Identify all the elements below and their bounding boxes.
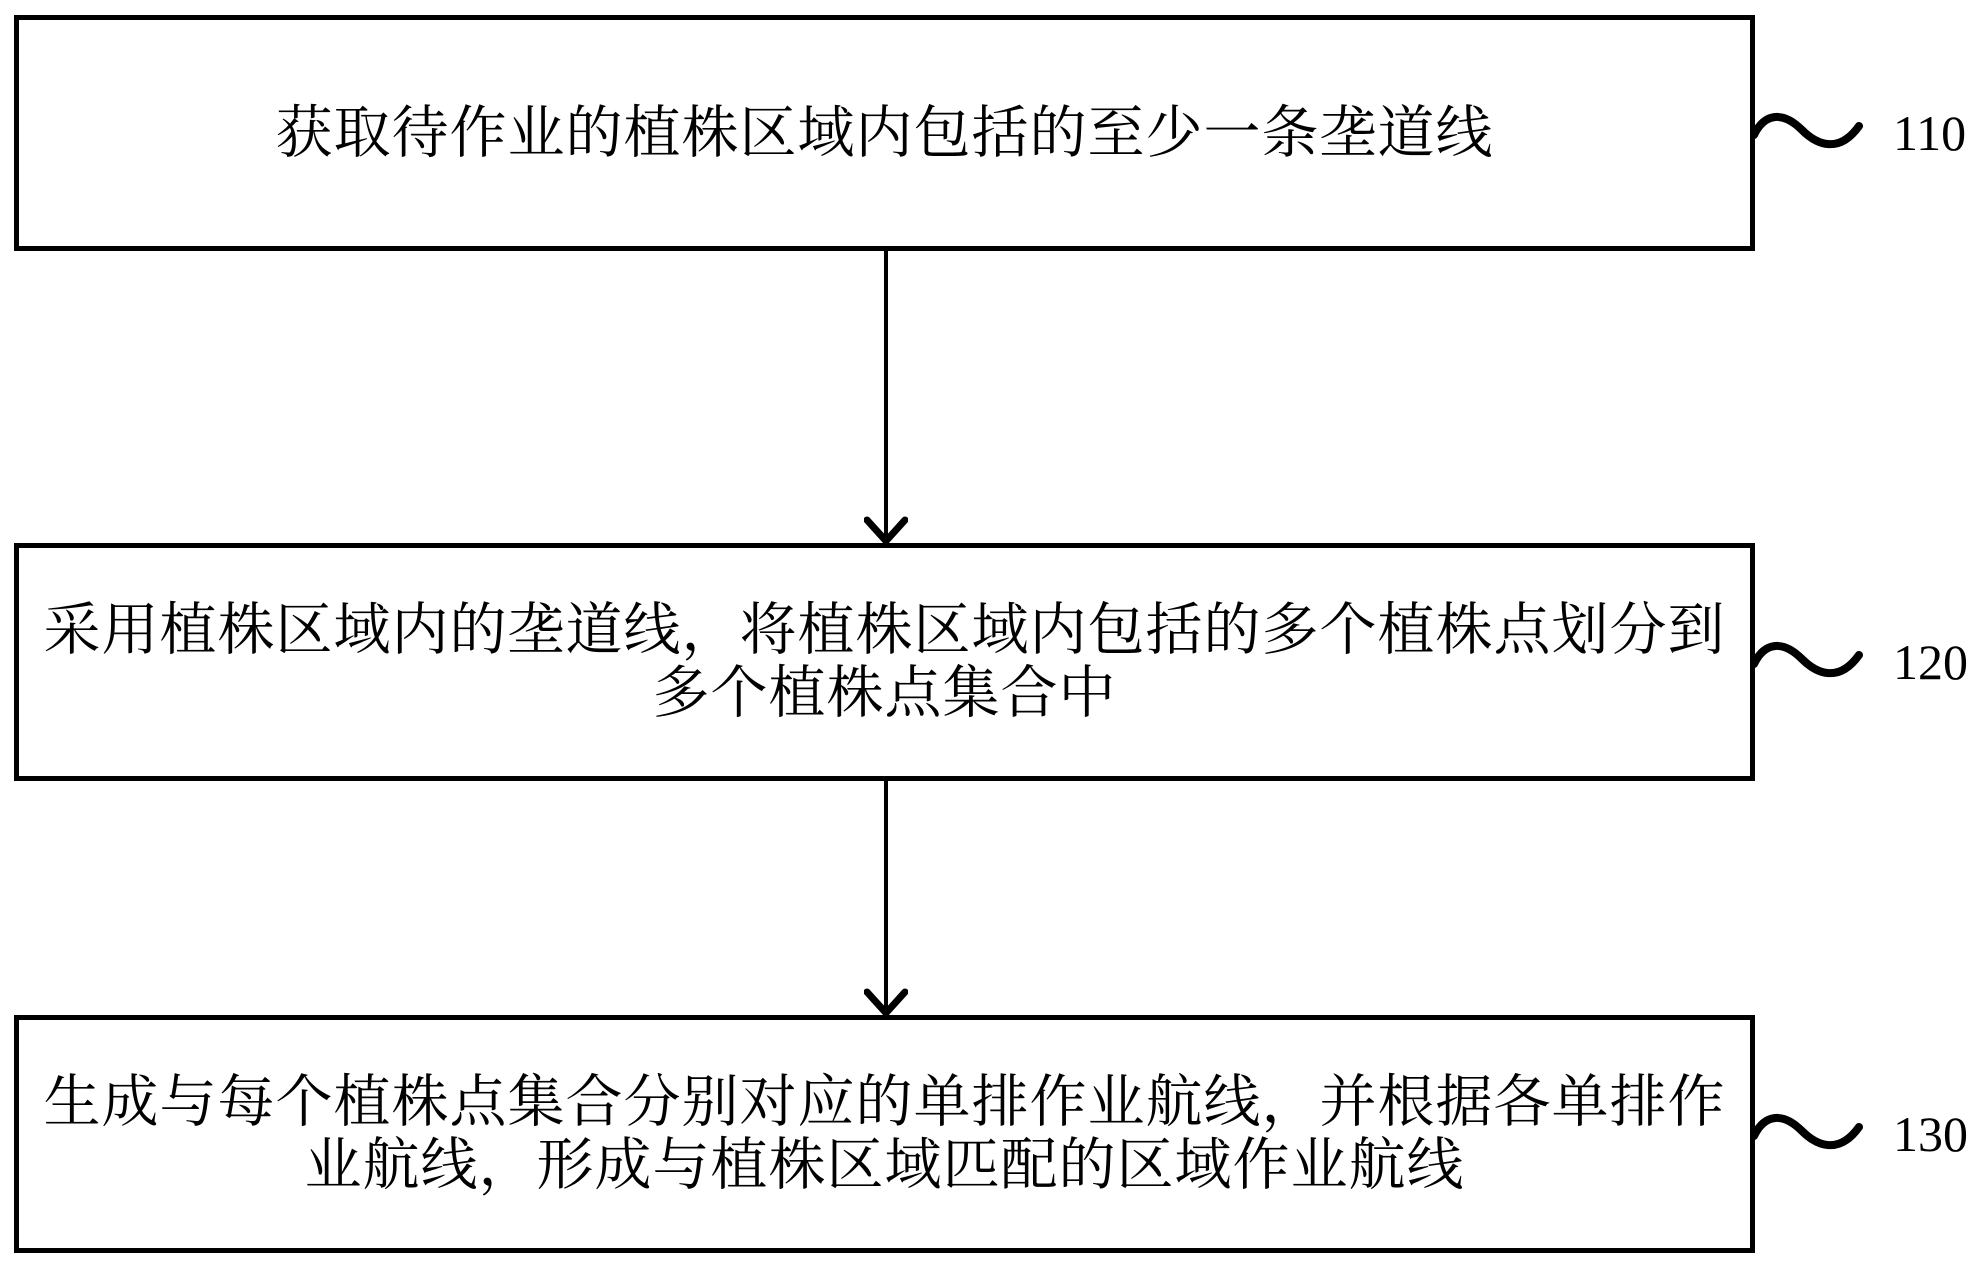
step-ref-number: 130: [1893, 1106, 1968, 1162]
step-text-line: 生成与每个植株点集合分别对应的单排作业航线，并根据各单排作: [43, 1071, 1726, 1134]
step-ref-number: 110: [1893, 105, 1967, 161]
flow-step-box-110: [14, 15, 1755, 251]
down-arrow-icon: [864, 251, 908, 543]
step-text-line: 采用植株区域内的垄道线，将植株区域内包括的多个植株点划分到: [43, 599, 1726, 662]
flow-step-box-130: [14, 1015, 1755, 1253]
ref-group-110: [1751, 107, 1966, 159]
ref-group-130: [1751, 1108, 1968, 1160]
tilde-connector-icon: [1751, 1108, 1863, 1160]
step-text-line: 获取待作业的植株区域内包括的至少一条垄道线: [275, 101, 1494, 165]
tilde-connector-icon: [1751, 107, 1863, 159]
step-ref-number: 120: [1893, 634, 1968, 690]
tilde-connector-icon: [1751, 636, 1863, 688]
down-arrow-icon: [864, 781, 908, 1015]
ref-group-120: [1751, 636, 1968, 688]
step-text-line: 多个植株点集合中: [652, 662, 1117, 725]
step-text-line: 业航线，形成与植株区域匹配的区域作业航线: [304, 1134, 1465, 1197]
flow-step-box-120: [14, 543, 1755, 781]
